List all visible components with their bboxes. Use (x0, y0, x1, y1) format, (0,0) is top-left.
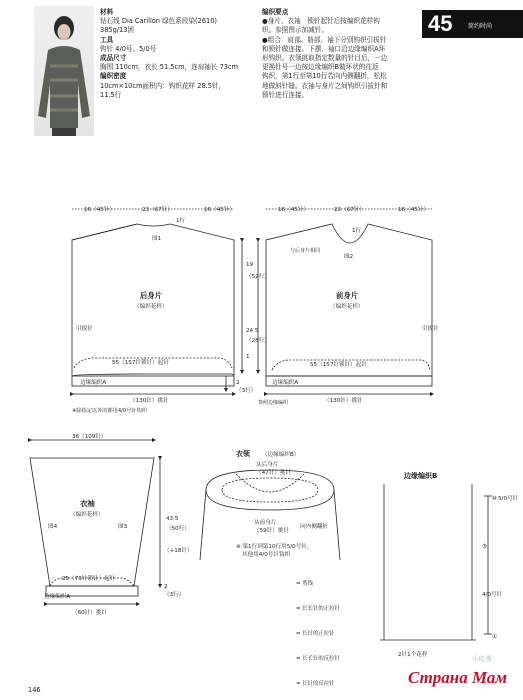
back-pattern: （编织花样） (134, 304, 168, 310)
back-rows-28: （28行） (246, 338, 270, 344)
back-rows-3: （3行） (236, 388, 257, 394)
legend-3: = 长长针的反拉针 (296, 656, 340, 662)
back-neck-rows: 1行 (176, 218, 186, 224)
back-bottom-label: （130针）挑针 (130, 398, 169, 404)
front-neck-rows: 1行 (352, 228, 362, 234)
back-rows-52: （52行） (246, 274, 270, 280)
back-dim-left: 16（45针） (84, 207, 116, 213)
front-dim-center: 23（67针） (334, 207, 366, 213)
legend-2: = 长针的正拉针 (296, 631, 335, 637)
points-line-6: 更换针号一边按边缘编织B做环状的往返 (262, 63, 379, 72)
collar-back-sts: （47针）挑针 (256, 470, 292, 476)
points-line-9: 锁针进行连接。 (262, 90, 309, 99)
front-dim-right: 16（45针） (398, 207, 430, 213)
sleeve-height-2: 2 (164, 584, 168, 590)
sleeve-rows-3: （3行） (164, 592, 185, 598)
collar-note-1: ※ 第1行到第10行用5/0号针， (236, 544, 313, 550)
sleeve-figure-right: 图3 (118, 524, 128, 530)
front-dim-left: 16（45针） (278, 207, 310, 213)
sleeve-bottom-label: （60针）挑针 (72, 610, 108, 616)
chart-hook-4: 4/0号针 (482, 592, 503, 598)
gauge-line-2: 11.5行 (100, 90, 122, 99)
tools-line: 钩针 4/0号、5/0号 (100, 44, 157, 53)
front-neck-note: 与后身片相同 (290, 248, 321, 254)
sleeve-dim-top: 36（109针） (72, 434, 107, 440)
tools-heading: 工具 (100, 35, 114, 44)
back-height-2: 2 (236, 380, 240, 386)
collar-front-sts: （59针）挑针 (254, 528, 290, 534)
sleeve-pattern: （编织花样） (70, 512, 104, 518)
legend-4: = 长针的反拉针 (296, 681, 335, 687)
points-line-2: 织。参照图示加减针。 (262, 26, 328, 35)
collar-edge: （边缘编织B） (262, 452, 300, 458)
sleeve-rows-50: （50行） (166, 526, 190, 532)
gauge-line-1: 10cm×10cm面积内：钩织花样 28.5针， (100, 81, 226, 90)
front-title: 前身片 (336, 291, 359, 300)
sleeve-chain-label: 25（73针锁针）起针 (62, 576, 116, 582)
back-dim-right: 16（45针） (204, 207, 236, 213)
front-pattern: （编织花样） (330, 304, 364, 310)
back-chain-label: 55（157针锁针）起针 (112, 360, 169, 366)
gauge-heading: 编织密度 (100, 72, 127, 81)
collar-title: 衣领 (236, 450, 250, 458)
size-line: 胸围 110cm，衣长 51.5cm，连肩袖长 73cm (100, 63, 239, 72)
edge-chart (380, 484, 492, 640)
front-bottom-label: （130针）挑针 (324, 398, 363, 404)
back-height-245: 24.5 (246, 328, 259, 334)
badge-caption: 简约时尚 (468, 23, 493, 30)
chart-bottom-label: 2针1个花样 (398, 652, 428, 658)
front-hem-note: 参照边缘编织 (258, 400, 289, 406)
front-chain-label: 55（157针锁针）起针 (310, 362, 367, 368)
points-line-4: 和锁针做连接。下摆、袖口沿边缘编织A环 (262, 44, 386, 53)
front-edge-label: 边缘编织A (272, 380, 299, 386)
collar-note-2: 其他用4/0号针钩织 (242, 552, 291, 558)
front-side-label: 引拔针 (422, 326, 439, 332)
points-heading: 编织要点 (262, 8, 289, 16)
sleeve-height-435: 43.5 (166, 516, 179, 522)
collar-front-from: 从前身片 (254, 520, 277, 526)
back-side-label: 引拔针 (76, 326, 93, 332)
stamp-mark: 小红书 (472, 655, 492, 663)
back-title: 后身片 (140, 291, 163, 300)
back-dim-center: 23（67针） (142, 207, 174, 213)
sleeve-title: 衣袖 (80, 499, 95, 508)
sleeve-edge-label: 边缘编织A (44, 594, 71, 600)
size-heading: 成品尺寸 (100, 54, 127, 63)
back-height-19: 19 (246, 262, 254, 268)
materials-heading: 材料 (100, 8, 114, 16)
back-note: ※除指定以外的都用4/0号针钩织 (72, 408, 147, 414)
back-height-1: 1 (246, 354, 250, 360)
collar-fold: 向内侧翻折 (300, 524, 328, 530)
legend-1: = 长长针的正拉针 (296, 606, 340, 612)
chart-hook-5: 5/0号针 (498, 496, 519, 502)
back-figure-label: 图1 (152, 236, 162, 242)
sleeve-increase: （+18针） (164, 548, 193, 554)
watermark: Страна Мам (408, 668, 508, 687)
chart-circle-10: ⑩ (492, 496, 498, 502)
chart-circle-1: ① (492, 634, 498, 640)
back-edge-label: 边缘编织A (80, 380, 107, 386)
points-line-7: 钩织，第1行至第10行若向内侧翻折，松松 (262, 72, 387, 81)
materials-line-2: 385g/13团 (100, 26, 134, 35)
sleeve-figure-left: 图4 (48, 524, 58, 530)
points-line-1: ●身片、衣袖 锁针起针后按编织花样钩 (262, 17, 380, 26)
points-line-5: 形钩织。衣领挑取指定数量的针目后，一边 (262, 54, 388, 63)
chart-title: 边缘编织B (404, 472, 438, 480)
legend-cut: = 剪线 (296, 581, 314, 587)
front-figure-label: 图2 (344, 254, 354, 260)
points-line-3: ●组合 肩部、胁部、袖下分别钩织引拔针 (262, 35, 387, 44)
page-number: 146 (28, 686, 41, 694)
collar-back-from: 从后身片 (256, 462, 279, 468)
project-number: 45 (428, 11, 453, 36)
materials-line-1: 钻石线 Dia Carillon 绿色系段染(2610) (100, 17, 217, 26)
points-line-8: 地做斜针缝。衣袖与身片之间钩织引拔针和 (262, 81, 388, 90)
chart-circle-5: ⑤ (482, 544, 488, 550)
